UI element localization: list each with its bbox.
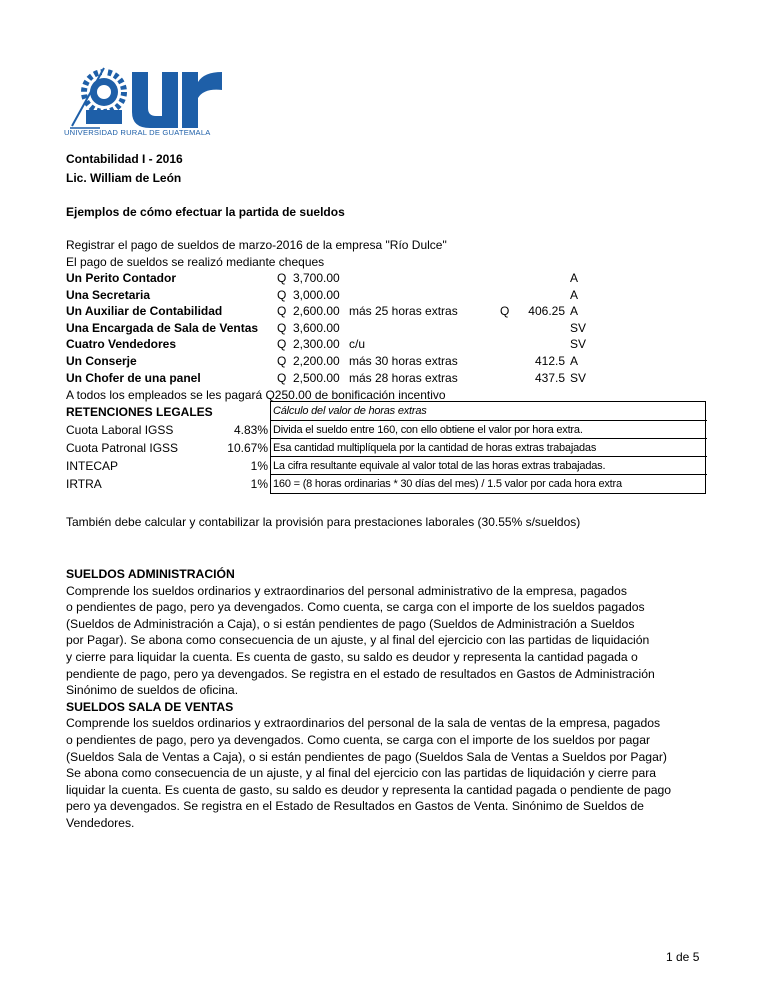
employee-type: SV: [570, 320, 587, 335]
employee-name: Un Perito Contador: [66, 271, 176, 285]
salary-amount: 2,300.00: [293, 337, 340, 352]
employee-type: A: [570, 304, 579, 319]
currency-symbol: Q: [277, 370, 287, 385]
currency-symbol: Q: [277, 287, 287, 302]
salary-amount: 2,600.00: [293, 304, 340, 319]
calc-box-line: Divida el sueldo entre 160, con ello obtiene el valor por hora extra.: [271, 420, 707, 439]
employee-type: SV: [570, 370, 587, 385]
employee-name: Una Encargada de Sala de Ventas: [66, 320, 259, 335]
ventas-line: o pendientes de pago, pero ya devengados. Como cuenta, se carga con el importe de los sueldos por pagar: [66, 732, 651, 747]
retencion-pct: 10.67%: [227, 441, 268, 455]
employee-name: Una Secretaria: [66, 287, 151, 302]
calc-box-line: La cifra resultante equivale al valor total de las horas extras trabajadas.: [271, 456, 707, 475]
admin-line: o pendientes de pago, pero ya devengados. Como cuenta, se carga con el importe de los sueldos pagados: [66, 600, 645, 615]
ventas-title: SUELDOS SALA DE VENTAS: [66, 699, 234, 714]
salary-amount: 3,000.00: [293, 287, 340, 302]
salary-note: más 28 horas extras: [349, 370, 458, 385]
admin-line: Comprende los sueldos ordinarios y extraordinarios del personal administrativo de la empresa, pagados: [66, 583, 627, 598]
currency-symbol: Q: [277, 271, 287, 285]
calc-box-title: Cálculo del valor de horas extras: [273, 405, 427, 417]
admin-line: y cierre para liquidar la cuenta. Es cuenta de gasto, su saldo es deudor y representa la cantidad pagada o: [66, 649, 638, 664]
employee-type: A: [570, 271, 579, 285]
retenciones-title: RETENCIONES LEGALES: [66, 405, 213, 419]
salary-amount: 2,500.00: [293, 370, 340, 385]
retencion-label: INTECAP: [66, 459, 119, 473]
ventas-line: Se abona como consecuencia de un ajuste, y al final del ejercicio con las partidas de liquidación y cierre para: [66, 766, 657, 781]
currency-symbol: Q: [277, 320, 287, 335]
employee-type: A: [570, 354, 579, 368]
employee-name: Cuatro Vendedores: [66, 337, 177, 352]
salary-note: más 30 horas extras: [349, 354, 458, 368]
incentive-note: A todos los empleados se les pagará Q250.00 de bonificación incentivo: [66, 388, 446, 402]
retencion-pct: 1%: [250, 477, 268, 491]
calc-box-line: Esa cantidad multiplíquela por la cantidad de horas extras trabajadas: [271, 438, 707, 457]
admin-section: [66, 566, 686, 832]
retencion-label: Cuota Laboral IGSS: [66, 423, 174, 437]
intro-line: El pago de sueldos se realizó mediante cheques: [66, 255, 325, 269]
admin-line: pendiente de pago, pero ya devengados. Se registra en el estado de resultados en Gastos de Administración: [66, 666, 655, 681]
overtime-amount: 437.5: [534, 370, 565, 385]
overtime-amount: 406.25: [528, 304, 565, 319]
retencion-pct: 1%: [250, 459, 268, 473]
provision-note: También debe calcular y contabilizar la provisión para prestaciones laborales (30.55% s/sueldos): [66, 515, 581, 529]
currency-symbol: Q: [277, 304, 287, 319]
admin-line: por Pagar). Se abona como consecuencia de un ajuste, y al final del ejercicio con las partidas de liquidación: [66, 633, 650, 648]
intro-line: Registrar el pago de sueldos de marzo-2016 de la empresa "Río Dulce": [66, 238, 447, 252]
admin-line: Sinónimo de sueldos de oficina.: [66, 683, 239, 698]
employee-name: Un Chofer de una panel: [66, 370, 201, 385]
currency-symbol: Q: [277, 354, 287, 368]
salary-amount: 2,200.00: [293, 354, 340, 368]
page-number: 1 de 5: [666, 950, 700, 964]
university-logo: [64, 62, 229, 138]
employee-type: A: [570, 287, 579, 302]
employee-name: Un Auxiliar de Contabilidad: [66, 304, 223, 319]
ventas-line: (Sueldos Sala de Ventas a Caja), o si están pendientes de pago (Sueldos Sala de Ventas a Sueldos por Pagar): [66, 749, 667, 764]
admin-line: (Sueldos de Administración a Caja), o si están pendientes de pago (Sueldos de Administración a Sueldos: [66, 616, 635, 631]
extra-currency-symbol: Q: [500, 304, 510, 319]
admin-title: SUELDOS ADMINISTRACIÓN: [66, 567, 235, 581]
instructor-name: Lic. William de León: [66, 171, 182, 185]
salary-amount: 3,700.00: [293, 271, 340, 285]
salary-amount: 3,600.00: [293, 320, 340, 335]
ventas-line: pero ya devengados. Se registra en el Estado de Resultados en Gastos de Venta. Sinónimo de Sueldos de: [66, 799, 644, 814]
course-title: Contabilidad I - 2016: [66, 152, 183, 166]
salary-note: c/u: [349, 337, 366, 352]
employee-type: SV: [570, 337, 587, 352]
overtime-calc-box: [270, 401, 706, 494]
retencion-pct: 4.83%: [233, 423, 268, 437]
retencion-label: Cuota Patronal IGSS: [66, 441, 179, 455]
overtime-amount: 412.5: [534, 354, 565, 368]
ventas-line: Comprende los sueldos ordinarios y extraordinarios del personal de la sala de ventas de la empresa, pagados: [66, 716, 661, 731]
ventas-line: Vendedores.: [66, 815, 135, 830]
ventas-line: liquidar la cuenta. Es cuenta de gasto, su saldo es deudor y representa la cantidad pagada o pendiente de pago: [66, 782, 672, 797]
university-name: UNIVERSIDAD RURAL DE GUATEMALA: [64, 128, 211, 137]
retencion-label: IRTRA: [66, 477, 102, 491]
employee-name: Un Conserje: [66, 354, 137, 368]
calc-box-line: 160 = (8 horas ordinarias * 30 días del mes) / 1.5 valor por cada hora extra: [271, 474, 707, 493]
currency-symbol: Q: [277, 337, 287, 352]
salary-note: más 25 horas extras: [349, 304, 458, 319]
page-subtitle: Ejemplos de cómo efectuar la partida de sueldos: [66, 205, 345, 219]
